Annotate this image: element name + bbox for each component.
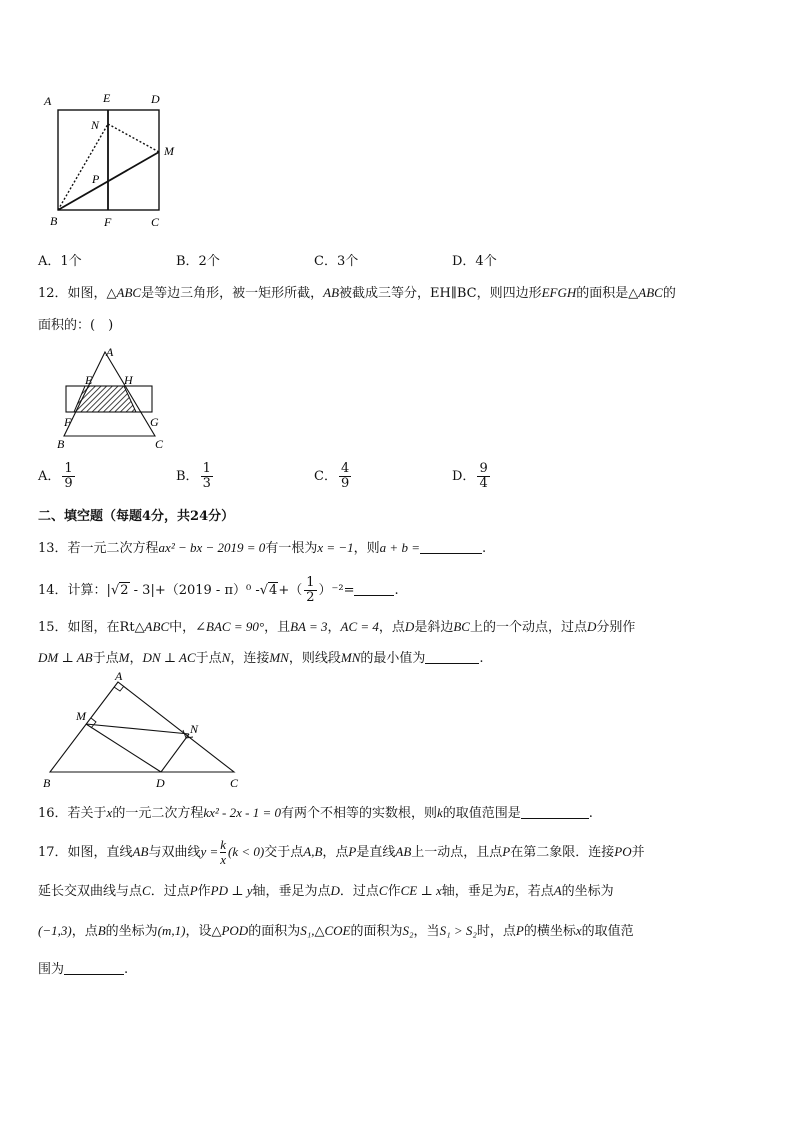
label-d: D (156, 776, 165, 790)
q17-line2: 延长交双曲线与点C．过点P作PD ⊥ y轴，垂足为点D．过点C作CE ⊥ x轴，垂足为E，若点A的坐标为 (38, 883, 614, 899)
label-b: B (50, 214, 58, 228)
q14-answer-blank[interactable] (354, 583, 394, 596)
label-g: G (150, 415, 159, 429)
label-c: C (230, 776, 239, 790)
q13: 13．若一元二次方程ax² − bx − 2019 = 0有一根为x = −1，则a + b = . (38, 540, 487, 556)
label-p: P (92, 172, 100, 186)
label-n: N (91, 118, 100, 132)
dotted-bn (58, 124, 108, 210)
label-m: M (164, 144, 174, 158)
label-e: E (85, 373, 93, 387)
q12-option-a: A． $\frac{1}{9}$ (38, 461, 73, 491)
q12-line1: 12．如图，△ABC是等边三角形，被一矩形所截，AB被截成三等分，EH∥BC，则四边形EFGH的面积是△ABC的 (38, 285, 676, 301)
figure-triangle-rectangle (52, 344, 182, 456)
segment-dn (161, 734, 189, 772)
q16-answer-blank[interactable] (521, 806, 589, 819)
q12-line2: 面积的：( ) (38, 318, 114, 333)
figure-square-abcd (40, 88, 190, 233)
q15-answer-blank[interactable] (425, 651, 479, 664)
figure-right-triangle (38, 670, 248, 792)
q12-option-d: D． $\frac{9}{4}$ (452, 461, 488, 491)
q17-answer-blank[interactable] (64, 962, 124, 975)
label-c: C (151, 215, 160, 229)
q12-option-b: B． $\frac{1}{3}$ (176, 461, 211, 491)
label-e: E (103, 91, 111, 105)
label-a: A (106, 345, 114, 359)
q17-line1: 17．如图，直线AB与双曲线y = $\frac{k}{x}$ (k < 0)交于点A,B，点P是直线AB上一动点，且点P在第二象限．连接PO并 (38, 837, 645, 867)
label-a: A (44, 94, 52, 108)
segment-dm (86, 724, 161, 772)
q16: 16．若关于x的一元二次方程kx² - 2x - 1 = 0有两个不相等的实数根，则k的取值范围是 . (38, 805, 593, 821)
label-a: A (115, 670, 123, 683)
dotted-nm (108, 124, 159, 152)
label-n: N (190, 722, 199, 736)
right-angle-a (114, 686, 124, 691)
q15-line2: DM ⊥ AB于点M，DN ⊥ AC于点N，连接MN，则线段MN的最小值为 . (38, 650, 484, 666)
q11-option-b: B．2个 (176, 254, 220, 269)
q11-option-c: C．3个 (314, 254, 359, 269)
q13-answer-blank[interactable] (420, 541, 482, 554)
q11-option-a: A．1个 (38, 254, 82, 269)
right-angle-m (91, 718, 96, 728)
label-f: F (64, 415, 72, 429)
q11-option-d: D．4个 (452, 254, 497, 269)
q14: 14．计算：|√2 - 3|+（2019 - π）⁰ -√4+（ $\frac{1}{2}$ ）⁻²= . (38, 575, 399, 605)
label-c: C (155, 437, 164, 451)
q17-line4: 围为 . (38, 962, 129, 977)
q15-line1: 15．如图，在Rt△ABC中，∠BAC = 90°，且BA = 3，AC = 4，点D是斜边BC上的一个动点，过点D分别作 (38, 619, 636, 635)
label-d: D (151, 92, 160, 106)
label-h: H (124, 373, 133, 387)
q12-option-c: C． $\frac{4}{9}$ (314, 461, 350, 491)
q17-line3: (−1,3)，点B的坐标为(m,1)，设△POD的面积为S₁,△COE的面积为S₂，当S₁ > S₂时，点P的横坐标x的取值范 (38, 923, 634, 939)
label-f: F (104, 215, 112, 229)
label-b: B (57, 437, 65, 451)
section-fill-in-heading: 二、填空题（每题4分，共24分） (38, 509, 235, 524)
shaded-efgh (74, 386, 136, 412)
label-m: M (76, 709, 86, 723)
label-b: B (43, 776, 51, 790)
triangle-abc (50, 682, 234, 772)
